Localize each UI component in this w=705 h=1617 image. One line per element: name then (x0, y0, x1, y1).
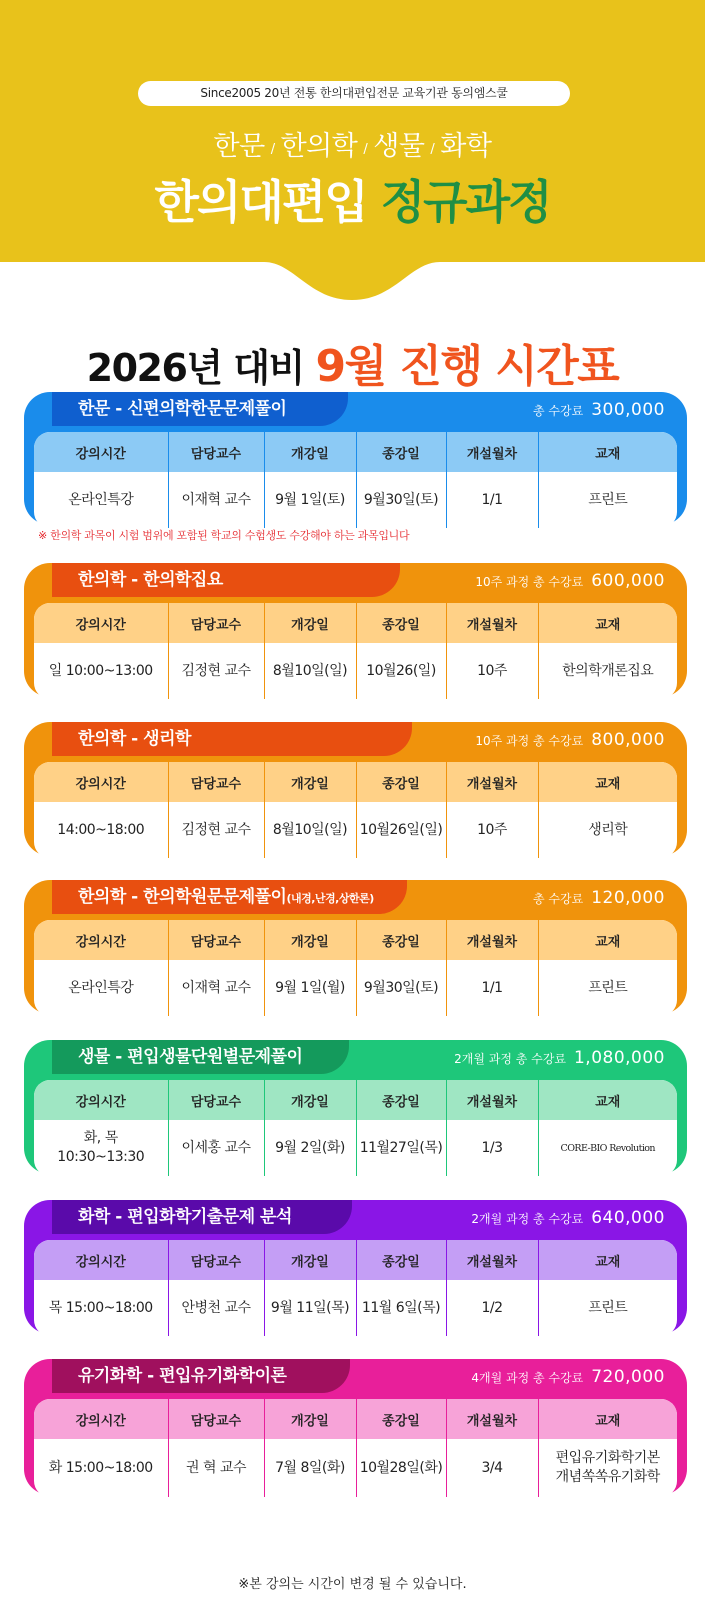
schedule-table-card (34, 603, 677, 699)
course-title-text: 한의학 - 생리학 (78, 729, 191, 749)
course-title (52, 1359, 350, 1393)
cell-time-line: 10:30~13:30 (57, 1149, 145, 1165)
fee-amount: 800,000 (591, 730, 665, 750)
course-title-text: 한의학 - 한의학집요 (78, 570, 223, 590)
column-header-time: 강의시간 (34, 762, 168, 802)
since-badge: Since2005 20년 전통 한의대편입전문 교육기관 동의엠스쿨 (138, 81, 570, 106)
cell-time (34, 1120, 168, 1176)
schedule-table-card (34, 1240, 677, 1336)
cell-start: 9월 11일(목) (264, 1280, 356, 1336)
table-header-row (34, 920, 677, 960)
cell-professor: 권 혁 교수 (168, 1439, 264, 1497)
cell-time-line: 목 15:00~18:00 (48, 1299, 153, 1316)
timetable-title-prefix: 2026년 대비 (86, 346, 304, 390)
course-fee (475, 563, 665, 599)
cell-professor: 이재혁 교수 (168, 472, 264, 528)
course-fee (533, 392, 665, 428)
cell-professor: 이재혁 교수 (168, 960, 264, 1016)
column-header-month: 개설월차 (446, 762, 538, 802)
column-header-end: 종강일 (356, 1240, 446, 1280)
column-header-professor: 담당교수 (168, 603, 264, 643)
column-header-time: 강의시간 (34, 1399, 168, 1439)
cell-end: 10월26(일) (356, 643, 446, 699)
schedule-table (34, 432, 677, 528)
cell-textbook (538, 960, 677, 1016)
course-title (52, 392, 348, 426)
table-header-row (34, 1399, 677, 1439)
cell-time (34, 1280, 168, 1336)
table-row (34, 1439, 677, 1497)
course-title-text: 화학 - 편입화학기출문제 분석 (78, 1207, 292, 1227)
cell-textbook-line: 개념쏙쏙유기화학 (555, 1469, 660, 1485)
cell-professor: 이세홍 교수 (168, 1120, 264, 1176)
schedule-table (34, 603, 677, 699)
column-header-month: 개설월차 (446, 432, 538, 472)
table-row (34, 1120, 677, 1176)
column-header-start: 개강일 (264, 920, 356, 960)
cell-textbook-line: 프린트 (588, 491, 628, 508)
column-header-textbook: 교재 (538, 920, 677, 960)
schedule-table (34, 1080, 677, 1176)
course-title (52, 563, 400, 597)
cell-end: 11월27일(목) (356, 1120, 446, 1176)
subject-separator: / (270, 142, 275, 157)
column-header-textbook: 교재 (538, 1080, 677, 1120)
column-header-professor: 담당교수 (168, 920, 264, 960)
cell-month: 10주 (446, 643, 538, 699)
cell-time-line: 온라인특강 (68, 979, 134, 996)
column-header-textbook: 교재 (538, 762, 677, 802)
headline-green: 정규과정 (380, 175, 551, 229)
cell-month: 3/4 (446, 1439, 538, 1497)
cell-end: 10월28일(화) (356, 1439, 446, 1497)
subject-biology: 생물 (373, 131, 425, 162)
schedule-table (34, 920, 677, 1016)
subject-chemistry: 화학 (440, 131, 492, 162)
subject-separator: / (430, 142, 435, 157)
column-header-month: 개설월차 (446, 920, 538, 960)
cell-textbook (538, 1120, 677, 1176)
table-row (34, 960, 677, 1016)
cell-time-line: 일 10:00~13:00 (48, 662, 153, 679)
column-header-professor: 담당교수 (168, 1080, 264, 1120)
table-header-row (34, 1080, 677, 1120)
schedule-change-notice: ※본 강의는 시간이 변경 될 수 있습니다. (238, 1577, 467, 1592)
cell-month: 1/1 (446, 472, 538, 528)
cell-start: 8월10일(일) (264, 802, 356, 858)
column-header-end: 종강일 (356, 603, 446, 643)
cell-end: 11월 6일(목) (356, 1280, 446, 1336)
subject-hanuihak: 한의학 (280, 131, 358, 162)
course-title (52, 1200, 352, 1234)
column-header-start: 개강일 (264, 762, 356, 802)
cell-textbook-line: 편입유기화학기본 (555, 1450, 660, 1466)
subject-separator: / (363, 142, 368, 157)
column-header-time: 강의시간 (34, 1240, 168, 1280)
schedule-table (34, 1240, 677, 1336)
cell-textbook (538, 1280, 677, 1336)
cell-textbook (538, 643, 677, 699)
cell-start: 9월 1일(월) (264, 960, 356, 1016)
course-fee (454, 1040, 665, 1076)
fee-label: 2개월 과정 총 수강료 (454, 1052, 566, 1066)
subject-hanmun: 한문 (213, 131, 265, 162)
course-title-text: 한의학 - 한의학원문문제풀이 (78, 887, 287, 907)
cell-textbook (538, 1439, 677, 1497)
cell-month: 1/3 (446, 1120, 538, 1176)
fee-label: 4개월 과정 총 수강료 (471, 1371, 584, 1385)
course-title (52, 722, 412, 756)
course-block (24, 392, 687, 525)
column-header-start: 개강일 (264, 1240, 356, 1280)
cell-end: 9월30일(토) (356, 472, 446, 528)
column-header-time: 강의시간 (34, 1080, 168, 1120)
schedule-table (34, 762, 677, 858)
cell-start: 7월 8일(화) (264, 1439, 356, 1497)
cell-end: 9월30일(토) (356, 960, 446, 1016)
cell-start: 9월 2일(화) (264, 1120, 356, 1176)
column-header-month: 개설월차 (446, 1080, 538, 1120)
hero-banner (0, 0, 705, 310)
fee-label: 2개월 과정 총 수강료 (471, 1212, 584, 1226)
course-title-note: (내경,난경,상한론) (286, 892, 374, 905)
column-header-textbook: 교재 (538, 1240, 677, 1280)
column-header-professor: 담당교수 (168, 1240, 264, 1280)
timetable-title-accent: 9월 진행 시간표 (315, 341, 619, 392)
cell-time (34, 1439, 168, 1497)
cell-professor: 안병천 교수 (168, 1280, 264, 1336)
column-header-time: 강의시간 (34, 603, 168, 643)
course-block (24, 880, 687, 1014)
headline-white: 한의대편입 (154, 175, 367, 229)
course-title (52, 880, 407, 914)
course-block (24, 1040, 687, 1174)
table-row (34, 802, 677, 858)
cell-textbook-line: 한의학개론집요 (562, 662, 654, 679)
cell-professor: 김정현 교수 (168, 643, 264, 699)
cell-time-line: 온라인특강 (68, 491, 134, 508)
course-block (24, 1200, 687, 1334)
cell-professor: 김정현 교수 (168, 802, 264, 858)
course-title-text: 생물 - 편입생물단원별문제풀이 (78, 1047, 303, 1067)
fee-amount: 600,000 (591, 571, 665, 591)
cell-time (34, 643, 168, 699)
schedule-table-card (34, 762, 677, 858)
cell-end: 10월26일(일) (356, 802, 446, 858)
fee-amount: 640,000 (591, 1208, 665, 1228)
timetable-title (0, 330, 705, 394)
table-row (34, 472, 677, 528)
cell-month: 10주 (446, 802, 538, 858)
column-header-textbook: 교재 (538, 432, 677, 472)
column-header-time: 강의시간 (34, 432, 168, 472)
column-header-textbook: 교재 (538, 1399, 677, 1439)
cell-time-line: 14:00~18:00 (57, 821, 145, 838)
course-block (24, 722, 687, 856)
column-header-start: 개강일 (264, 432, 356, 472)
column-header-month: 개설월차 (446, 603, 538, 643)
column-header-start: 개강일 (264, 603, 356, 643)
column-header-end: 종강일 (356, 1080, 446, 1120)
column-header-time: 강의시간 (34, 920, 168, 960)
fee-amount: 120,000 (591, 888, 665, 908)
fee-amount: 300,000 (591, 400, 665, 420)
schedule-table-card (34, 1399, 677, 1497)
column-header-month: 개설월차 (446, 1399, 538, 1439)
cell-textbook-line: CORE-BIO Revolution (560, 1142, 655, 1154)
table-header-row (34, 603, 677, 643)
cell-textbook (538, 802, 677, 858)
column-header-end: 종강일 (356, 432, 446, 472)
course-title (52, 1040, 349, 1074)
schedule-table (34, 1399, 677, 1497)
table-row (34, 1280, 677, 1336)
cell-time (34, 472, 168, 528)
cell-textbook-line: 프린트 (588, 1299, 628, 1316)
fee-label: 10주 과정 총 수강료 (475, 734, 584, 748)
course-fee (471, 1359, 665, 1395)
cell-time-line: 화, 목 (83, 1130, 118, 1146)
fee-amount: 720,000 (591, 1367, 665, 1387)
subject-list (0, 124, 705, 163)
course-title-text: 유기화학 - 편입유기화학이론 (78, 1366, 287, 1386)
course-fee (471, 1200, 665, 1236)
cell-textbook-line: 프린트 (588, 979, 628, 996)
course-block (24, 563, 687, 697)
cell-start: 8월10일(일) (264, 643, 356, 699)
column-header-professor: 담당교수 (168, 762, 264, 802)
table-header-row (34, 432, 677, 472)
fee-label: 총 수강료 (533, 404, 584, 418)
cell-textbook (538, 472, 677, 528)
hanuihak-notice: ※ 한의학 과목이 시험 범위에 포함된 학교의 수험생도 수강해야 하는 과목입니다 (38, 529, 410, 542)
cell-start: 9월 1일(토) (264, 472, 356, 528)
column-header-professor: 담당교수 (168, 1399, 264, 1439)
fee-amount: 1,080,000 (573, 1048, 665, 1068)
schedule-table-card (34, 1080, 677, 1176)
schedule-table-card (34, 432, 677, 528)
course-fee (533, 880, 665, 916)
cell-time (34, 802, 168, 858)
table-header-row (34, 762, 677, 802)
table-header-row (34, 1240, 677, 1280)
column-header-month: 개설월차 (446, 1240, 538, 1280)
column-header-professor: 담당교수 (168, 432, 264, 472)
course-fee (475, 722, 665, 758)
course-block (24, 1359, 687, 1495)
table-row (34, 643, 677, 699)
hero-headline (0, 166, 705, 232)
schedule-table-card (34, 920, 677, 1016)
fee-label: 총 수강료 (533, 892, 584, 906)
column-header-start: 개강일 (264, 1399, 356, 1439)
column-header-textbook: 교재 (538, 603, 677, 643)
cell-time (34, 960, 168, 1016)
fee-label: 10주 과정 총 수강료 (475, 575, 584, 589)
cell-month: 1/1 (446, 960, 538, 1016)
column-header-end: 종강일 (356, 1399, 446, 1439)
column-header-end: 종강일 (356, 920, 446, 960)
course-title-text: 한문 - 신편의학한문문제풀이 (78, 399, 287, 419)
column-header-start: 개강일 (264, 1080, 356, 1120)
cell-time-line: 화 15:00~18:00 (48, 1459, 153, 1476)
cell-textbook-line: 생리학 (588, 821, 628, 838)
column-header-end: 종강일 (356, 762, 446, 802)
cell-month: 1/2 (446, 1280, 538, 1336)
